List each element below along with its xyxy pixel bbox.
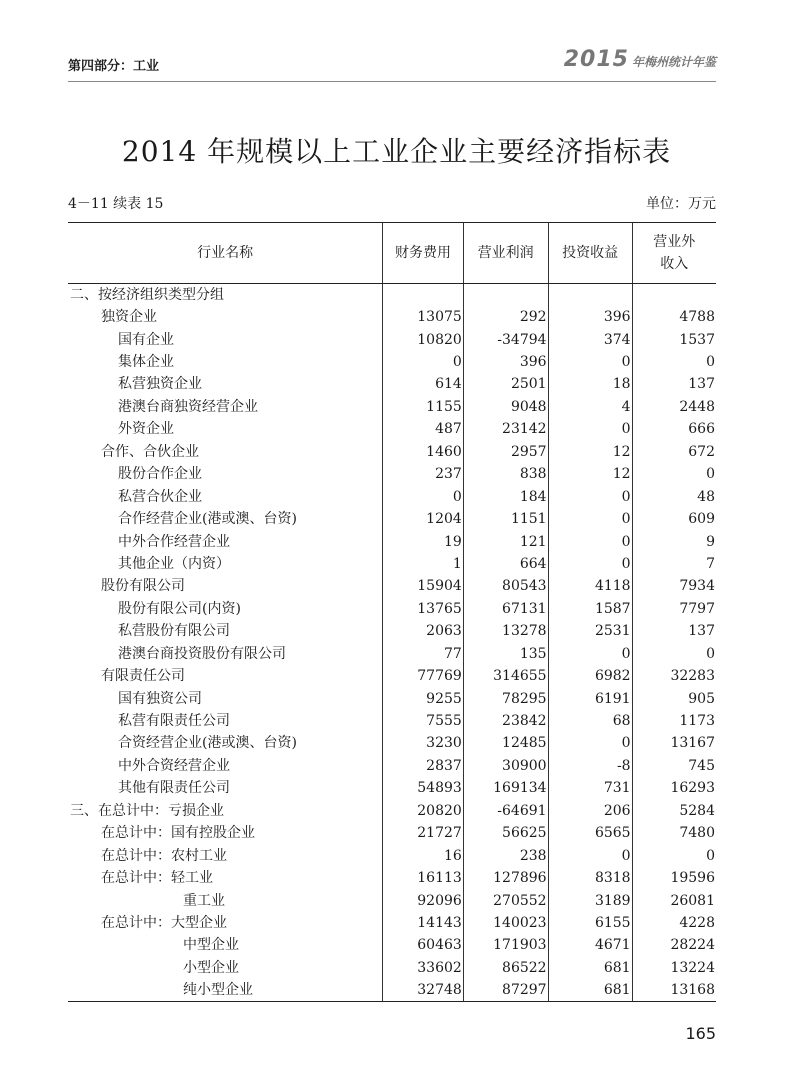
table-row xyxy=(68,777,716,799)
row-label: 私营股份有限公司 xyxy=(118,623,230,640)
cell-value: 745 xyxy=(632,755,716,777)
cell-value: 487 xyxy=(383,418,464,440)
cell-value: 206 xyxy=(548,800,632,822)
table-row xyxy=(68,822,716,844)
cell-value: 80543 xyxy=(463,575,548,597)
table-row xyxy=(68,620,716,642)
cell-value: 28224 xyxy=(632,934,716,956)
table-row xyxy=(68,575,716,597)
cell-value: 12 xyxy=(548,463,632,485)
row-label: 私营有限责任公司 xyxy=(118,713,230,730)
cell-value: 4788 xyxy=(632,306,716,328)
table-row xyxy=(68,485,716,507)
row-label: 小型企业 xyxy=(183,959,239,976)
row-label: 在总计中：大型企业 xyxy=(101,914,227,931)
table-row xyxy=(68,463,716,485)
cell-value xyxy=(383,284,464,306)
table-header-row xyxy=(68,223,716,284)
cell-value: 2837 xyxy=(383,755,464,777)
cell-value: 7797 xyxy=(632,598,716,620)
row-label: 集体企业 xyxy=(118,354,174,371)
cell-value: 0 xyxy=(548,553,632,575)
cell-value: 1 xyxy=(383,553,464,575)
row-label: 三、在总计中：亏损企业 xyxy=(70,802,224,819)
indicator-table xyxy=(68,222,716,1002)
row-label: 港澳台商投资股份有限公司 xyxy=(118,645,286,662)
row-label: 中外合资经营企业 xyxy=(118,757,230,774)
row-label: 港澳台商独资经营企业 xyxy=(118,398,258,415)
cell-value: 0 xyxy=(548,485,632,507)
cell-value: 13167 xyxy=(632,732,716,754)
cell-value: 2957 xyxy=(463,441,548,463)
row-label: 独资企业 xyxy=(101,309,157,326)
cell-value: 92096 xyxy=(383,889,464,911)
row-label: 外资企业 xyxy=(118,421,174,438)
table-row xyxy=(68,396,716,418)
cell-value: 54893 xyxy=(383,777,464,799)
cell-value: 20820 xyxy=(383,800,464,822)
cell-value xyxy=(632,284,716,306)
cell-value: 14143 xyxy=(383,912,464,934)
cell-value: 6155 xyxy=(548,912,632,934)
section-header: 第四部分：工业 xyxy=(68,59,160,74)
cell-value: 171903 xyxy=(463,934,548,956)
cell-value: 78295 xyxy=(463,687,548,709)
table-row xyxy=(68,665,716,687)
cell-value: 1587 xyxy=(548,598,632,620)
row-label: 有限责任公司 xyxy=(101,668,185,685)
row-label: 国有独资公司 xyxy=(118,690,202,707)
table-row xyxy=(68,800,716,822)
yearbook-year: 2015 xyxy=(563,47,629,72)
table-row xyxy=(68,418,716,440)
table-row xyxy=(68,508,716,530)
cell-value: 5284 xyxy=(632,800,716,822)
cell-value: 0 xyxy=(383,485,464,507)
cell-value: 396 xyxy=(463,351,548,373)
cell-value: 0 xyxy=(632,463,716,485)
cell-value: 2501 xyxy=(463,373,548,395)
cell-value: 0 xyxy=(632,844,716,866)
cell-value: 121 xyxy=(463,530,548,552)
yearbook-logo xyxy=(564,47,716,72)
cell-value: 6565 xyxy=(548,822,632,844)
table-body xyxy=(68,284,716,1002)
cell-value: 1460 xyxy=(383,441,464,463)
cell-value: 13075 xyxy=(383,306,464,328)
row-label: 其他有限责任公司 xyxy=(118,780,230,797)
column-header: 财务费用 xyxy=(383,223,464,284)
table-row xyxy=(68,643,716,665)
cell-value: 6191 xyxy=(548,687,632,709)
cell-value: 26081 xyxy=(632,889,716,911)
cell-value: 60463 xyxy=(383,934,464,956)
cell-value: 12485 xyxy=(463,732,548,754)
cell-value: 0 xyxy=(632,643,716,665)
cell-value: 32283 xyxy=(632,665,716,687)
table-row xyxy=(68,755,716,777)
cell-value: 1173 xyxy=(632,710,716,732)
cell-value: 13278 xyxy=(463,620,548,642)
page-number: 165 xyxy=(685,1024,716,1043)
cell-value: 23842 xyxy=(463,710,548,732)
cell-value: 7934 xyxy=(632,575,716,597)
cell-value: 56625 xyxy=(463,822,548,844)
table-row xyxy=(68,844,716,866)
cell-value: 8318 xyxy=(548,867,632,889)
cell-value: 396 xyxy=(548,306,632,328)
yearbook-name: 年梅州统计年鉴 xyxy=(631,55,716,69)
cell-value: 609 xyxy=(632,508,716,530)
row-label: 纯小型企业 xyxy=(68,979,383,1001)
table-row xyxy=(68,710,716,732)
row-label: 在总计中：国有控股企业 xyxy=(101,825,255,842)
cell-value: 0 xyxy=(548,530,632,552)
cell-value: 4 xyxy=(548,396,632,418)
cell-value: 137 xyxy=(632,373,716,395)
cell-value: 7555 xyxy=(383,710,464,732)
cell-value: 68 xyxy=(548,710,632,732)
cell-value: 672 xyxy=(632,441,716,463)
cell-value: 67131 xyxy=(463,598,548,620)
table-row xyxy=(68,530,716,552)
column-header: 行业名称 xyxy=(68,223,383,284)
cell-value: 666 xyxy=(632,418,716,440)
cell-value: 9 xyxy=(632,530,716,552)
row-label: 股份有限公司(内资) xyxy=(118,600,241,617)
cell-value: 4671 xyxy=(548,934,632,956)
cell-value: 169134 xyxy=(463,777,548,799)
cell-value: 3230 xyxy=(383,732,464,754)
cell-value: 6982 xyxy=(548,665,632,687)
row-label: 私营独资企业 xyxy=(118,376,202,393)
row-label: 在总计中：农村工业 xyxy=(101,847,227,864)
cell-value: 1151 xyxy=(463,508,548,530)
cell-value: 137 xyxy=(632,620,716,642)
cell-value: 30900 xyxy=(463,755,548,777)
cell-value: 905 xyxy=(632,687,716,709)
cell-value: 13168 xyxy=(632,979,716,1001)
cell-value: 0 xyxy=(383,351,464,373)
cell-value: 12 xyxy=(548,441,632,463)
cell-value: 184 xyxy=(463,485,548,507)
cell-value: 614 xyxy=(383,373,464,395)
cell-value: 48 xyxy=(632,485,716,507)
row-label: 国有企业 xyxy=(118,331,174,348)
row-label: 在总计中：轻工业 xyxy=(101,870,213,887)
cell-value xyxy=(548,284,632,306)
cell-value: 664 xyxy=(463,553,548,575)
row-label: 合作、合伙企业 xyxy=(101,443,199,460)
cell-value: 9255 xyxy=(383,687,464,709)
cell-value: 21727 xyxy=(383,822,464,844)
cell-value: 237 xyxy=(383,463,464,485)
cell-value: 292 xyxy=(463,306,548,328)
row-label: 中外合作经营企业 xyxy=(118,533,230,550)
row-label: 私营合伙企业 xyxy=(118,488,202,505)
cell-value: 127896 xyxy=(463,867,548,889)
unit-label: 单位：万元 xyxy=(646,196,716,212)
table-row xyxy=(68,979,716,1001)
table-row xyxy=(68,328,716,350)
table-row xyxy=(68,284,716,306)
table-row xyxy=(68,912,716,934)
row-label: 二、按经济组织类型分组 xyxy=(70,286,224,303)
cell-value: 731 xyxy=(548,777,632,799)
cell-value: 18 xyxy=(548,373,632,395)
table-row xyxy=(68,598,716,620)
table-row xyxy=(68,889,716,911)
cell-value: 4118 xyxy=(548,575,632,597)
cell-value: 681 xyxy=(548,957,632,979)
cell-value: 86522 xyxy=(463,957,548,979)
cell-value: -8 xyxy=(548,755,632,777)
cell-value: 23142 xyxy=(463,418,548,440)
cell-value: 1155 xyxy=(383,396,464,418)
table-id: 4－11 续表 15 xyxy=(68,196,164,212)
cell-value: 7480 xyxy=(632,822,716,844)
row-label: 其他企业（内资） xyxy=(118,555,230,572)
cell-value: 15904 xyxy=(383,575,464,597)
cell-value: 9048 xyxy=(463,396,548,418)
row-label: 中型企业 xyxy=(183,937,239,954)
cell-value: 2531 xyxy=(548,620,632,642)
cell-value: 0 xyxy=(548,643,632,665)
cell-value: 16113 xyxy=(383,867,464,889)
cell-value: 13224 xyxy=(632,957,716,979)
cell-value: 1204 xyxy=(383,508,464,530)
table-row xyxy=(68,553,716,575)
row-label: 合作经营企业(港或澳、台资) xyxy=(118,511,297,528)
cell-value: 7 xyxy=(632,553,716,575)
cell-value: 270552 xyxy=(463,889,548,911)
cell-value: 16293 xyxy=(632,777,716,799)
cell-value: 10820 xyxy=(383,328,464,350)
cell-value: 374 xyxy=(548,328,632,350)
cell-value: 681 xyxy=(548,979,632,1001)
cell-value: 0 xyxy=(632,351,716,373)
table-row xyxy=(68,306,716,328)
page-title: 2014 年规模以上工业企业主要经济指标表 xyxy=(121,135,672,168)
cell-value: 314655 xyxy=(463,665,548,687)
table-row xyxy=(68,867,716,889)
table-row xyxy=(68,934,716,956)
cell-value: 2448 xyxy=(632,396,716,418)
cell-value: 77769 xyxy=(383,665,464,687)
cell-value: 0 xyxy=(548,732,632,754)
table-row xyxy=(68,351,716,373)
row-label: 合资经营企业(港或澳、台资) xyxy=(118,735,297,752)
cell-value: 16 xyxy=(383,844,464,866)
cell-value: 4228 xyxy=(632,912,716,934)
header-divider xyxy=(68,81,716,82)
column-header: 营业外 收入 xyxy=(632,223,716,284)
cell-value: 0 xyxy=(548,844,632,866)
table-row xyxy=(68,687,716,709)
table-row xyxy=(68,441,716,463)
cell-value: 13765 xyxy=(383,598,464,620)
cell-value: 2063 xyxy=(383,620,464,642)
row-label: 重工业 xyxy=(183,892,225,909)
cell-value: 0 xyxy=(548,418,632,440)
cell-value: -64691 xyxy=(463,800,548,822)
row-label: 股份合作企业 xyxy=(118,466,202,483)
cell-value: 238 xyxy=(463,844,548,866)
column-header: 投资收益 xyxy=(548,223,632,284)
cell-value: 19 xyxy=(383,530,464,552)
cell-value: 77 xyxy=(383,643,464,665)
cell-value: -34794 xyxy=(463,328,548,350)
cell-value: 3189 xyxy=(548,889,632,911)
table-row xyxy=(68,957,716,979)
cell-value: 32748 xyxy=(383,979,464,1001)
column-header: 营业利润 xyxy=(463,223,548,284)
cell-value: 1537 xyxy=(632,328,716,350)
cell-value: 135 xyxy=(463,643,548,665)
cell-value: 838 xyxy=(463,463,548,485)
cell-value: 19596 xyxy=(632,867,716,889)
cell-value: 140023 xyxy=(463,912,548,934)
table-row xyxy=(68,373,716,395)
table-row xyxy=(68,732,716,754)
row-label: 股份有限公司 xyxy=(101,578,185,595)
cell-value xyxy=(463,284,548,306)
cell-value: 87297 xyxy=(463,979,548,1001)
cell-value: 0 xyxy=(548,351,632,373)
cell-value: 0 xyxy=(548,508,632,530)
cell-value: 33602 xyxy=(383,957,464,979)
